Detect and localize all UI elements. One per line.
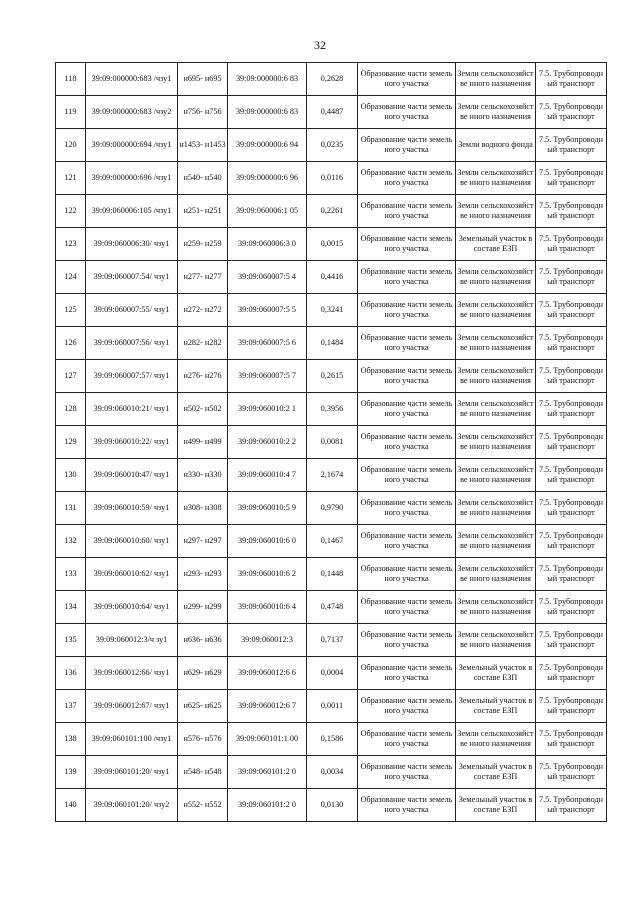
parent-cadastral-cell: 39:09:000000:6 96: [228, 162, 307, 195]
action-cell: Образование части земельного участка: [358, 723, 456, 756]
permitted-use-cell: 7.5. Трубопроводн ый транспорт: [536, 261, 607, 294]
cadastral-part-cell: 39:09:060007:57/ чзу1: [86, 360, 178, 393]
area-cell: 2,1674: [307, 459, 358, 492]
permitted-use-cell: 7.5. Трубопроводн ый транспорт: [536, 789, 607, 822]
parent-cadastral-cell: 39:09:060010:5 9: [228, 492, 307, 525]
permitted-use-cell: 7.5. Трубопроводн ый транспорт: [536, 360, 607, 393]
table-row: [56, 426, 607, 459]
cadastral-part-cell: 39:09:060010:59/ чзу1: [86, 492, 178, 525]
table-row: [56, 558, 607, 591]
action-cell: Образование части земельного участка: [358, 393, 456, 426]
row-number-cell: 126: [56, 327, 86, 360]
area-cell: 0,3956: [307, 393, 358, 426]
land-category-cell: Земли сельскохозяйстве нного назначения: [456, 426, 536, 459]
parent-cadastral-cell: 39:09:060007:5 7: [228, 360, 307, 393]
row-number-cell: 134: [56, 591, 86, 624]
parent-cadastral-cell: 39:09:060101:2 0: [228, 756, 307, 789]
permitted-use-cell: 7.5. Трубопроводн ый транспорт: [536, 591, 607, 624]
land-category-cell: Земли сельскохозяйстве нного назначения: [456, 525, 536, 558]
permitted-use-cell: 7.5. Трубопроводн ый транспорт: [536, 624, 607, 657]
action-cell: Образование части земельного участка: [358, 426, 456, 459]
row-number-cell: 139: [56, 756, 86, 789]
boundary-points-cell: н299- н299: [178, 591, 228, 624]
parent-cadastral-cell: 39:09:060010:6 0: [228, 525, 307, 558]
boundary-points-cell: н272- н272: [178, 294, 228, 327]
table-row: [56, 360, 607, 393]
permitted-use-cell: 7.5. Трубопроводн ый транспорт: [536, 294, 607, 327]
land-category-cell: Земли сельскохозяйстве нного назначения: [456, 162, 536, 195]
cadastral-part-cell: 39:09:000000:694 /чзу1: [86, 129, 178, 162]
row-number-cell: 135: [56, 624, 86, 657]
permitted-use-cell: 7.5. Трубопроводн ый транспорт: [536, 327, 607, 360]
land-category-cell: Земельный участок в составе ЕЗП: [456, 756, 536, 789]
row-number-cell: 121: [56, 162, 86, 195]
area-cell: 0,0011: [307, 690, 358, 723]
area-cell: 0,0235: [307, 129, 358, 162]
table-row: [56, 525, 607, 558]
table-row: [56, 657, 607, 690]
permitted-use-cell: 7.5. Трубопроводн ый транспорт: [536, 657, 607, 690]
cadastral-part-cell: 39:09:000000:696 /чзу1: [86, 162, 178, 195]
table-row: [56, 195, 607, 228]
table-row: [56, 129, 607, 162]
boundary-points-cell: н293- н293: [178, 558, 228, 591]
table-row: [56, 789, 607, 822]
table-row: [56, 63, 607, 96]
permitted-use-cell: 7.5. Трубопроводн ый транспорт: [536, 426, 607, 459]
row-number-cell: 133: [56, 558, 86, 591]
row-number-cell: 131: [56, 492, 86, 525]
parent-cadastral-cell: 39:09:060101:1 00: [228, 723, 307, 756]
permitted-use-cell: 7.5. Трубопроводн ый транспорт: [536, 129, 607, 162]
boundary-points-cell: н297- н297: [178, 525, 228, 558]
parent-cadastral-cell: 39:09:060010:6 2: [228, 558, 307, 591]
area-cell: 0,1448: [307, 558, 358, 591]
row-number-cell: 132: [56, 525, 86, 558]
land-category-cell: Земли сельскохозяйстве нного назначения: [456, 360, 536, 393]
parent-cadastral-cell: 39:09:060010:2 2: [228, 426, 307, 459]
parent-cadastral-cell: 39:09:060007:5 5: [228, 294, 307, 327]
row-number-cell: 130: [56, 459, 86, 492]
row-number-cell: 128: [56, 393, 86, 426]
area-cell: 0,1484: [307, 327, 358, 360]
land-category-cell: Земли сельскохозяйстве нного назначения: [456, 459, 536, 492]
table-row: [56, 690, 607, 723]
action-cell: Образование части земельного участка: [358, 657, 456, 690]
action-cell: Образование части земельного участка: [358, 525, 456, 558]
cadastral-part-cell: 39:09:060010:22/ чзу1: [86, 426, 178, 459]
land-category-cell: Земли сельскохозяйстве нного назначения: [456, 492, 536, 525]
land-category-cell: Земли сельскохозяйстве нного назначения: [456, 294, 536, 327]
parent-cadastral-cell: 39:09:000000:6 94: [228, 129, 307, 162]
permitted-use-cell: 7.5. Трубопроводн ый транспорт: [536, 492, 607, 525]
area-cell: 0,0034: [307, 756, 358, 789]
cadastral-part-cell: 39:09:060010:47/ чзу1: [86, 459, 178, 492]
cadastral-part-cell: 39:09:000000:683 /чзу1: [86, 63, 178, 96]
cadastral-part-cell: 39:09:060010:21/ чзу1: [86, 393, 178, 426]
land-category-cell: Земли сельскохозяйстве нного назначения: [456, 327, 536, 360]
land-category-cell: Земельный участок в составе ЕЗП: [456, 690, 536, 723]
row-number-cell: 124: [56, 261, 86, 294]
table-row: [56, 756, 607, 789]
area-cell: 0,2615: [307, 360, 358, 393]
permitted-use-cell: 7.5. Трубопроводн ый транспорт: [536, 723, 607, 756]
action-cell: Образование части земельного участка: [358, 558, 456, 591]
boundary-points-cell: н695- н695: [178, 63, 228, 96]
boundary-points-cell: н276- н276: [178, 360, 228, 393]
row-number-cell: 122: [56, 195, 86, 228]
land-category-cell: Земли сельскохозяйстве нного назначения: [456, 63, 536, 96]
action-cell: Образование части земельного участка: [358, 96, 456, 129]
parent-cadastral-cell: 39:09:060010:2 1: [228, 393, 307, 426]
action-cell: Образование части земельного участка: [358, 492, 456, 525]
action-cell: Образование части земельного участка: [358, 129, 456, 162]
boundary-points-cell: н576- н576: [178, 723, 228, 756]
area-cell: 0,2628: [307, 63, 358, 96]
cadastral-part-cell: 39:09:060101:20/ чзу1: [86, 756, 178, 789]
boundary-points-cell: н552- н552: [178, 789, 228, 822]
permitted-use-cell: 7.5. Трубопроводн ый транспорт: [536, 756, 607, 789]
cadastral-part-cell: 39:09:060010:62/ чзу1: [86, 558, 178, 591]
table-row: [56, 393, 607, 426]
area-cell: 0,3241: [307, 294, 358, 327]
table-row: [56, 294, 607, 327]
row-number-cell: 136: [56, 657, 86, 690]
cadastral-part-cell: 39:09:060012:66/ чзу1: [86, 657, 178, 690]
parent-cadastral-cell: 39:09:060012:6 7: [228, 690, 307, 723]
cadastral-part-cell: 39:09:060007:55/ чзу1: [86, 294, 178, 327]
permitted-use-cell: 7.5. Трубопроводн ый транспорт: [536, 228, 607, 261]
boundary-points-cell: н629- н629: [178, 657, 228, 690]
table-row: [56, 96, 607, 129]
row-number-cell: 125: [56, 294, 86, 327]
area-cell: 0,7137: [307, 624, 358, 657]
table-row: [56, 261, 607, 294]
action-cell: Образование части земельного участка: [358, 261, 456, 294]
row-number-cell: 137: [56, 690, 86, 723]
row-number-cell: 118: [56, 63, 86, 96]
row-number-cell: 138: [56, 723, 86, 756]
cadastral-part-cell: 39:09:000000:683 /чзу2: [86, 96, 178, 129]
area-cell: 0,0081: [307, 426, 358, 459]
cadastral-part-cell: 39:09:060006:30/ чзу1: [86, 228, 178, 261]
permitted-use-cell: 7.5. Трубопроводн ый транспорт: [536, 195, 607, 228]
table-row: [56, 228, 607, 261]
action-cell: Образование части земельного участка: [358, 195, 456, 228]
cadastral-part-cell: 39:09:060010:60/ чзу1: [86, 525, 178, 558]
table-row: [56, 162, 607, 195]
land-category-cell: Земли водного фонда: [456, 129, 536, 162]
action-cell: Образование части земельного участка: [358, 327, 456, 360]
parent-cadastral-cell: 39:09:060101:2 0: [228, 789, 307, 822]
table-row: [56, 624, 607, 657]
land-category-cell: Земли сельскохозяйстве нного назначения: [456, 96, 536, 129]
area-cell: 0,0130: [307, 789, 358, 822]
parent-cadastral-cell: 39:09:060010:4 7: [228, 459, 307, 492]
row-number-cell: 119: [56, 96, 86, 129]
area-cell: 0,0116: [307, 162, 358, 195]
permitted-use-cell: 7.5. Трубопроводн ый транспорт: [536, 525, 607, 558]
cadastral-part-cell: 39:09:060006:105 /чзу1: [86, 195, 178, 228]
table-row: [56, 492, 607, 525]
row-number-cell: 140: [56, 789, 86, 822]
action-cell: Образование части земельного участка: [358, 228, 456, 261]
area-cell: 0,1467: [307, 525, 358, 558]
parent-cadastral-cell: 39:09:060006:3 0: [228, 228, 307, 261]
land-category-cell: Земли сельскохозяйстве нного назначения: [456, 393, 536, 426]
cadastral-part-cell: 39:09:060012:67/ чзу1: [86, 690, 178, 723]
action-cell: Образование части земельного участка: [358, 63, 456, 96]
row-number-cell: 123: [56, 228, 86, 261]
area-cell: 0,0015: [307, 228, 358, 261]
land-plots-table: [55, 62, 607, 822]
land-category-cell: Земли сельскохозяйстве нного назначения: [456, 723, 536, 756]
parent-cadastral-cell: 39:09:060007:5 6: [228, 327, 307, 360]
permitted-use-cell: 7.5. Трубопроводн ый транспорт: [536, 459, 607, 492]
boundary-points-cell: н330- н330: [178, 459, 228, 492]
land-category-cell: Земли сельскохозяйстве нного назначения: [456, 195, 536, 228]
boundary-points-cell: н540- н540: [178, 162, 228, 195]
boundary-points-cell: н251- н251: [178, 195, 228, 228]
land-category-cell: Земельный участок в составе ЕЗП: [456, 228, 536, 261]
row-number-cell: 120: [56, 129, 86, 162]
land-category-cell: Земли сельскохозяйстве нного назначения: [456, 624, 536, 657]
boundary-points-cell: н282- н282: [178, 327, 228, 360]
action-cell: Образование части земельного участка: [358, 789, 456, 822]
boundary-points-cell: н636- н636: [178, 624, 228, 657]
cadastral-part-cell: 39:09:060101:100 /чзу1: [86, 723, 178, 756]
boundary-points-cell: н1453- н1453: [178, 129, 228, 162]
parent-cadastral-cell: 39:09:000000:6 83: [228, 63, 307, 96]
boundary-points-cell: н625- н625: [178, 690, 228, 723]
table-row: [56, 591, 607, 624]
parent-cadastral-cell: 39:09:000000:6 83: [228, 96, 307, 129]
permitted-use-cell: 7.5. Трубопроводн ый транспорт: [536, 690, 607, 723]
area-cell: 0,4748: [307, 591, 358, 624]
land-category-cell: Земельный участок в составе ЕЗП: [456, 789, 536, 822]
cadastral-part-cell: 39:09:060101:20/ чзу2: [86, 789, 178, 822]
cadastral-part-cell: 39:09:060007:56/ чзу1: [86, 327, 178, 360]
boundary-points-cell: н548- н548: [178, 756, 228, 789]
table-row: [56, 723, 607, 756]
parent-cadastral-cell: 39:09:060010:6 4: [228, 591, 307, 624]
permitted-use-cell: 7.5. Трубопроводн ый транспорт: [536, 162, 607, 195]
parent-cadastral-cell: 39:09:060012:3: [228, 624, 307, 657]
action-cell: Образование части земельного участка: [358, 591, 456, 624]
land-category-cell: Земельный участок в составе ЕЗП: [456, 657, 536, 690]
action-cell: Образование части земельного участка: [358, 624, 456, 657]
cadastral-part-cell: 39:09:060010:64/ чзу1: [86, 591, 178, 624]
area-cell: 0,0004: [307, 657, 358, 690]
land-category-cell: Земли сельскохозяйстве нного назначения: [456, 558, 536, 591]
permitted-use-cell: 7.5. Трубопроводн ый транспорт: [536, 558, 607, 591]
cadastral-part-cell: 39:09:060012:3/ч зу1: [86, 624, 178, 657]
parent-cadastral-cell: 39:09:060007:5 4: [228, 261, 307, 294]
parent-cadastral-cell: 39:09:060006:1 05: [228, 195, 307, 228]
area-cell: 0,4487: [307, 96, 358, 129]
table-row: [56, 459, 607, 492]
row-number-cell: 129: [56, 426, 86, 459]
action-cell: Образование части земельного участка: [358, 294, 456, 327]
boundary-points-cell: н499- н499: [178, 426, 228, 459]
table-body: [56, 63, 607, 822]
boundary-points-cell: н277- н277: [178, 261, 228, 294]
land-category-cell: Земли сельскохозяйстве нного назначения: [456, 261, 536, 294]
boundary-points-cell: н308- н308: [178, 492, 228, 525]
boundary-points-cell: н502- н502: [178, 393, 228, 426]
boundary-points-cell: н259- н259: [178, 228, 228, 261]
land-category-cell: Земли сельскохозяйстве нного назначения: [456, 591, 536, 624]
parent-cadastral-cell: 39:09:060012:6 6: [228, 657, 307, 690]
permitted-use-cell: 7.5. Трубопроводн ый транспорт: [536, 96, 607, 129]
permitted-use-cell: 7.5. Трубопроводн ый транспорт: [536, 393, 607, 426]
action-cell: Образование части земельного участка: [358, 360, 456, 393]
area-cell: 0,1586: [307, 723, 358, 756]
table-row: [56, 327, 607, 360]
cadastral-part-cell: 39:09:060007:54/ чзу1: [86, 261, 178, 294]
page-number: 32: [314, 38, 326, 52]
boundary-points-cell: н756- н756: [178, 96, 228, 129]
area-cell: 0,4416: [307, 261, 358, 294]
action-cell: Образование части земельного участка: [358, 162, 456, 195]
action-cell: Образование части земельного участка: [358, 459, 456, 492]
row-number-cell: 127: [56, 360, 86, 393]
action-cell: Образование части земельного участка: [358, 690, 456, 723]
area-cell: 0,2261: [307, 195, 358, 228]
area-cell: 0,9790: [307, 492, 358, 525]
permitted-use-cell: 7.5. Трубопроводн ый транспорт: [536, 63, 607, 96]
action-cell: Образование части земельного участка: [358, 756, 456, 789]
